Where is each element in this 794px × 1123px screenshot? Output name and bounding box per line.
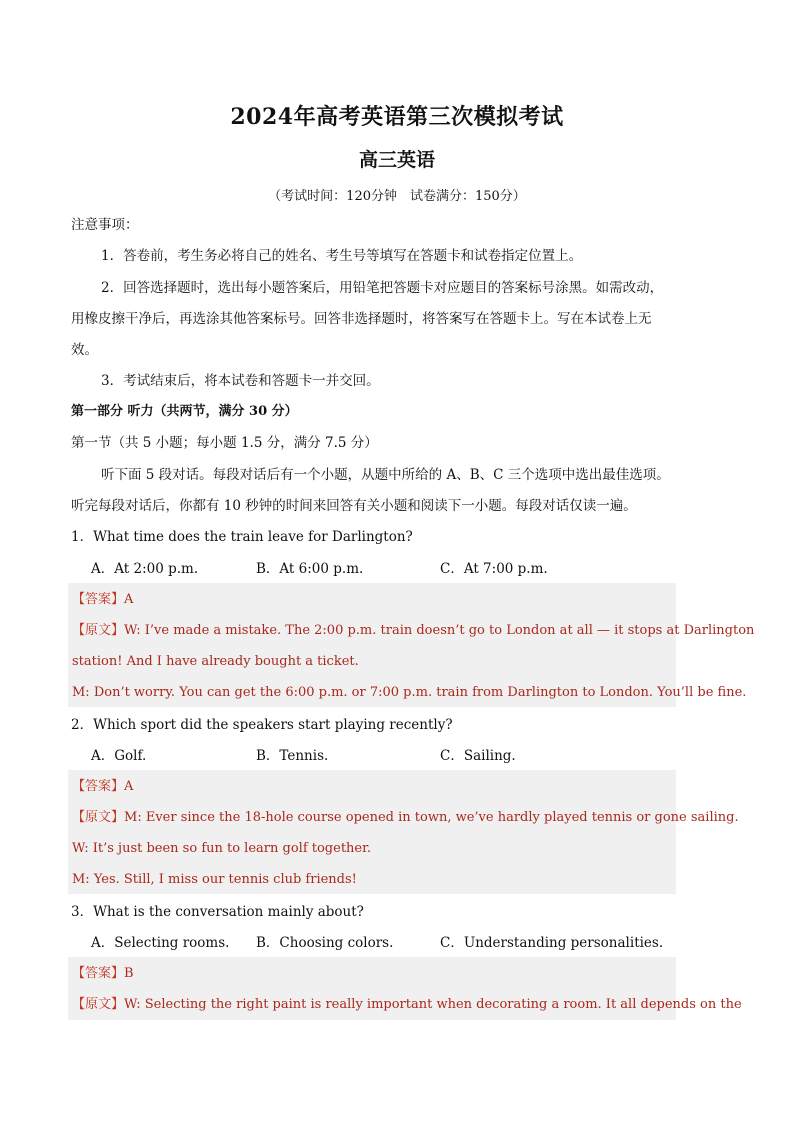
note-2c: 效。 xyxy=(71,342,98,358)
answer-line xyxy=(72,591,676,609)
transcript-line: M: Yes. Still, I miss our tennis club friends! xyxy=(72,872,357,887)
part-heading: 第一部分 听力（共两节，满分 30 分） xyxy=(71,404,298,419)
answer-value: B xyxy=(124,966,134,981)
question-1-option-a: A．At 2:00 p.m. xyxy=(91,561,199,577)
question-1-option-c: C．At 7:00 p.m. xyxy=(440,561,548,577)
question-3-option-b: B．Choosing colors. xyxy=(256,935,394,951)
notes-heading: 注意事项： xyxy=(71,217,139,233)
transcript-tag: 【原文】 xyxy=(72,623,125,638)
transcript-text: W: I’ve made a mistake. The 2:00 p.m. train doesn’t go to London at all — it stops at Darlington xyxy=(124,623,755,638)
instructions-b: 听完每段对话后，你都有 10 秒钟的时间来回答有关小题和阅读下一小题。每段对话仅读一遍。 xyxy=(71,498,637,514)
transcript-line: M: Don’t worry. You can get the 6:00 p.m. or 7:00 p.m. train from Darlington to London. You’ll be fine. xyxy=(72,685,747,700)
transcript-text: M: Ever since the 18-hole course opened in town, we’ve hardly played tennis or gone sailing. xyxy=(124,810,739,825)
note-2a: 2．回答选择题时，选出每小题答案后，用铅笔把答题卡对应题目的答案标号涂黑。如需改动， xyxy=(101,280,664,296)
question-3-answer-block xyxy=(68,957,742,1020)
answer-line xyxy=(72,778,676,796)
note-3: 3．考试结束后，将本试卷和答题卡一并交回。 xyxy=(101,373,380,389)
exam-title: 2024年高考英语第三次模拟考试 xyxy=(230,104,564,130)
exam-subtitle: 高三英语 xyxy=(358,149,435,171)
answer-tag: 【答案】 xyxy=(72,966,125,981)
answer-tag: 【答案】 xyxy=(72,592,125,607)
transcript-line xyxy=(72,996,742,1014)
question-2-option-a: A．Golf. xyxy=(91,748,147,764)
answer-line xyxy=(72,965,676,983)
question-1-option-b: B．At 6:00 p.m. xyxy=(256,561,364,577)
transcript-tag: 【原文】 xyxy=(72,997,125,1012)
answer-value: A xyxy=(124,779,134,794)
transcript-line: W: It’s just been so fun to learn golf together. xyxy=(72,841,372,856)
transcript-line xyxy=(72,809,739,827)
question-2-option-c: C．Sailing. xyxy=(440,748,516,764)
question-3-option-c: C．Understanding personalities. xyxy=(440,935,664,951)
instructions-a: 听下面 5 段对话。每段对话后有一个小题，从题中所给的 A、B、C 三个选项中选出最佳选项。 xyxy=(101,467,670,483)
answer-tag: 【答案】 xyxy=(72,779,125,794)
question-3-stem: 3．What is the conversation mainly about? xyxy=(71,904,364,920)
transcript-line: station! And I have already bought a ticket. xyxy=(72,654,359,669)
transcript-tag: 【原文】 xyxy=(72,810,125,825)
transcript-text: W: Selecting the right paint is really important when decorating a room. It all depends on the xyxy=(124,997,742,1012)
question-2-option-b: B．Tennis. xyxy=(256,748,329,764)
transcript-line xyxy=(72,622,755,640)
question-2-answer-block xyxy=(68,770,739,894)
section-heading: 第一节（共 5 小题；每小题 1.5 分，满分 7.5 分） xyxy=(71,435,378,451)
question-1-stem: 1．What time does the train leave for Darlington? xyxy=(71,529,413,545)
note-2b: 用橡皮擦干净后，再选涂其他答案标号。回答非选择题时，将答案写在答题卡上。写在本试卷上无 xyxy=(71,311,652,327)
answer-value: A xyxy=(124,592,134,607)
question-2-stem: 2．Which sport did the speakers start playing recently? xyxy=(71,717,453,733)
exam-meta: （考试时间：120分钟 试卷满分：150分） xyxy=(268,189,526,204)
note-1: 1．答卷前，考生务必将自己的姓名、考生号等填写在答题卡和试卷指定位置上。 xyxy=(101,248,583,264)
question-3-option-a: A．Selecting rooms. xyxy=(91,935,230,951)
question-1-answer-block xyxy=(68,583,755,707)
